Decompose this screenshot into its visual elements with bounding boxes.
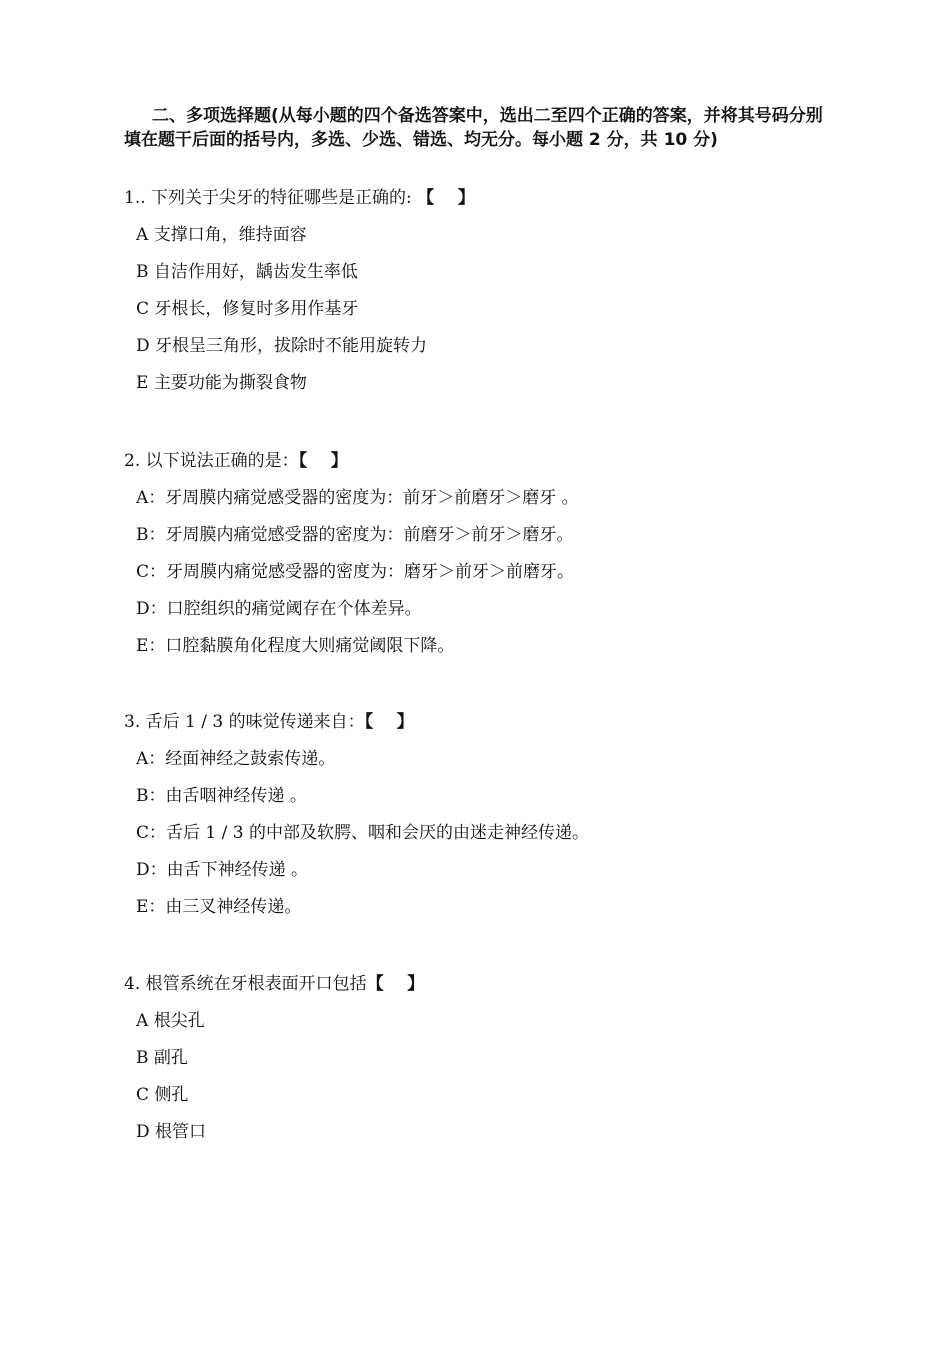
option-letter: A — [136, 1011, 149, 1031]
option-a — [124, 747, 844, 771]
option-text: 牙根呈三角形，拔除时不能用旋转力 — [155, 336, 428, 356]
answer-bracket: 【 】 — [298, 451, 348, 471]
option-letter: E — [136, 373, 149, 393]
option-letter: C — [136, 562, 150, 582]
option-separator: ： — [148, 636, 166, 656]
option-text: 牙周膜内痛觉感受器的密度为：磨牙＞前牙＞前磨牙。 — [166, 562, 575, 582]
option-letter: D — [136, 860, 150, 880]
option-separator: ： — [148, 749, 166, 769]
option-text: 副孔 — [153, 1048, 188, 1068]
option-letter: C — [136, 1085, 150, 1105]
option-c — [124, 560, 844, 584]
answer-bracket: 【 】 — [366, 974, 425, 994]
option-text: 根尖孔 — [153, 1011, 205, 1031]
option-letter: D — [136, 1122, 150, 1142]
option-a — [124, 486, 844, 510]
option-c — [124, 1083, 844, 1107]
option-letter: A — [136, 225, 149, 245]
option-c — [124, 821, 844, 845]
question-title — [124, 449, 844, 473]
question-text: 3. 舌后 1 / 3 的味觉传递来自： — [124, 712, 365, 732]
option-text: 由舌下神经传递 。 — [166, 860, 309, 880]
option-separator: ： — [149, 823, 167, 843]
question-title — [124, 186, 844, 210]
option-separator: ： — [148, 897, 166, 917]
option-separator: ： — [148, 488, 166, 508]
option-text: 牙根长，修复时多用作基牙 — [154, 299, 359, 319]
option-letter: B — [136, 1048, 149, 1068]
option-text: 支撑口角，维持面容 — [153, 225, 307, 245]
option-separator: ： — [148, 786, 166, 806]
option-text: 侧孔 — [154, 1085, 189, 1105]
option-text: 主要功能为撕裂食物 — [153, 373, 307, 393]
option-letter: B — [136, 525, 149, 545]
answer-bracket: 【 】 — [364, 712, 414, 732]
question-title — [124, 972, 844, 996]
option-e — [124, 371, 844, 395]
option-d — [124, 597, 844, 621]
option-text: 牙周膜内痛觉感受器的密度为：前牙＞前磨牙＞磨牙 。 — [165, 488, 579, 508]
option-letter: C — [136, 299, 150, 319]
option-d — [124, 334, 844, 358]
option-text: 口腔组织的痛觉阈存在个体差异。 — [166, 599, 422, 619]
option-c — [124, 297, 844, 321]
option-text: 由舌咽神经传递 。 — [165, 786, 307, 806]
option-separator: ： — [149, 599, 167, 619]
option-text: 由三叉神经传递。 — [165, 897, 302, 917]
option-separator: ： — [149, 860, 167, 880]
option-a — [124, 1009, 844, 1033]
question-text: 2. 以下说法正确的是： — [124, 451, 299, 471]
question-3 — [124, 710, 844, 919]
question-2 — [124, 449, 844, 658]
option-b — [124, 1046, 844, 1070]
option-list — [124, 223, 844, 395]
option-separator: ： — [148, 525, 166, 545]
option-letter: B — [136, 786, 149, 806]
option-list — [124, 486, 844, 658]
option-letter: A — [136, 749, 149, 769]
option-text: 舌后 1 / 3 的中部及软腭、咽和会厌的由迷走神经传递。 — [166, 823, 589, 843]
option-d — [124, 1120, 844, 1144]
option-text: 牙周膜内痛觉感受器的密度为：前磨牙＞前牙＞磨牙。 — [165, 525, 574, 545]
option-list — [124, 747, 844, 919]
option-letter: E — [136, 897, 149, 917]
option-letter: D — [136, 336, 150, 356]
option-text: 经面神经之鼓索传递。 — [165, 749, 336, 769]
option-text: 口腔黏膜角化程度大则痛觉阈限下降。 — [165, 636, 455, 656]
question-1 — [124, 186, 844, 395]
option-text: 自洁作用好，龋齿发生率低 — [153, 262, 358, 282]
question-4 — [124, 972, 844, 1144]
section-header: 二、多项选择题(从每小题的四个备选答案中，选出二至四个正确的答案，并将其号码分别填在题干后面的括号内，多选、少选、错选、均无分。每小题 2 分，共 10 分) — [124, 106, 823, 150]
option-letter: C — [136, 823, 150, 843]
question-text: 4. 根管系统在牙根表面开口包括 — [124, 974, 367, 994]
option-letter: B — [136, 262, 149, 282]
option-e — [124, 634, 844, 658]
option-letter: D — [136, 599, 150, 619]
option-b — [124, 260, 844, 284]
option-b — [124, 784, 844, 808]
option-b — [124, 523, 844, 547]
answer-bracket: 【 】 — [417, 188, 475, 208]
option-a — [124, 223, 844, 247]
option-d — [124, 858, 844, 882]
option-list — [124, 1009, 844, 1144]
option-e — [124, 895, 844, 919]
option-letter: A — [136, 488, 149, 508]
question-title — [124, 710, 844, 734]
option-letter: E — [136, 636, 149, 656]
question-text: 1.. 下列关于尖牙的特征哪些是正确的: — [124, 188, 412, 208]
option-text: 根管口 — [155, 1122, 207, 1142]
option-separator: ： — [149, 562, 167, 582]
